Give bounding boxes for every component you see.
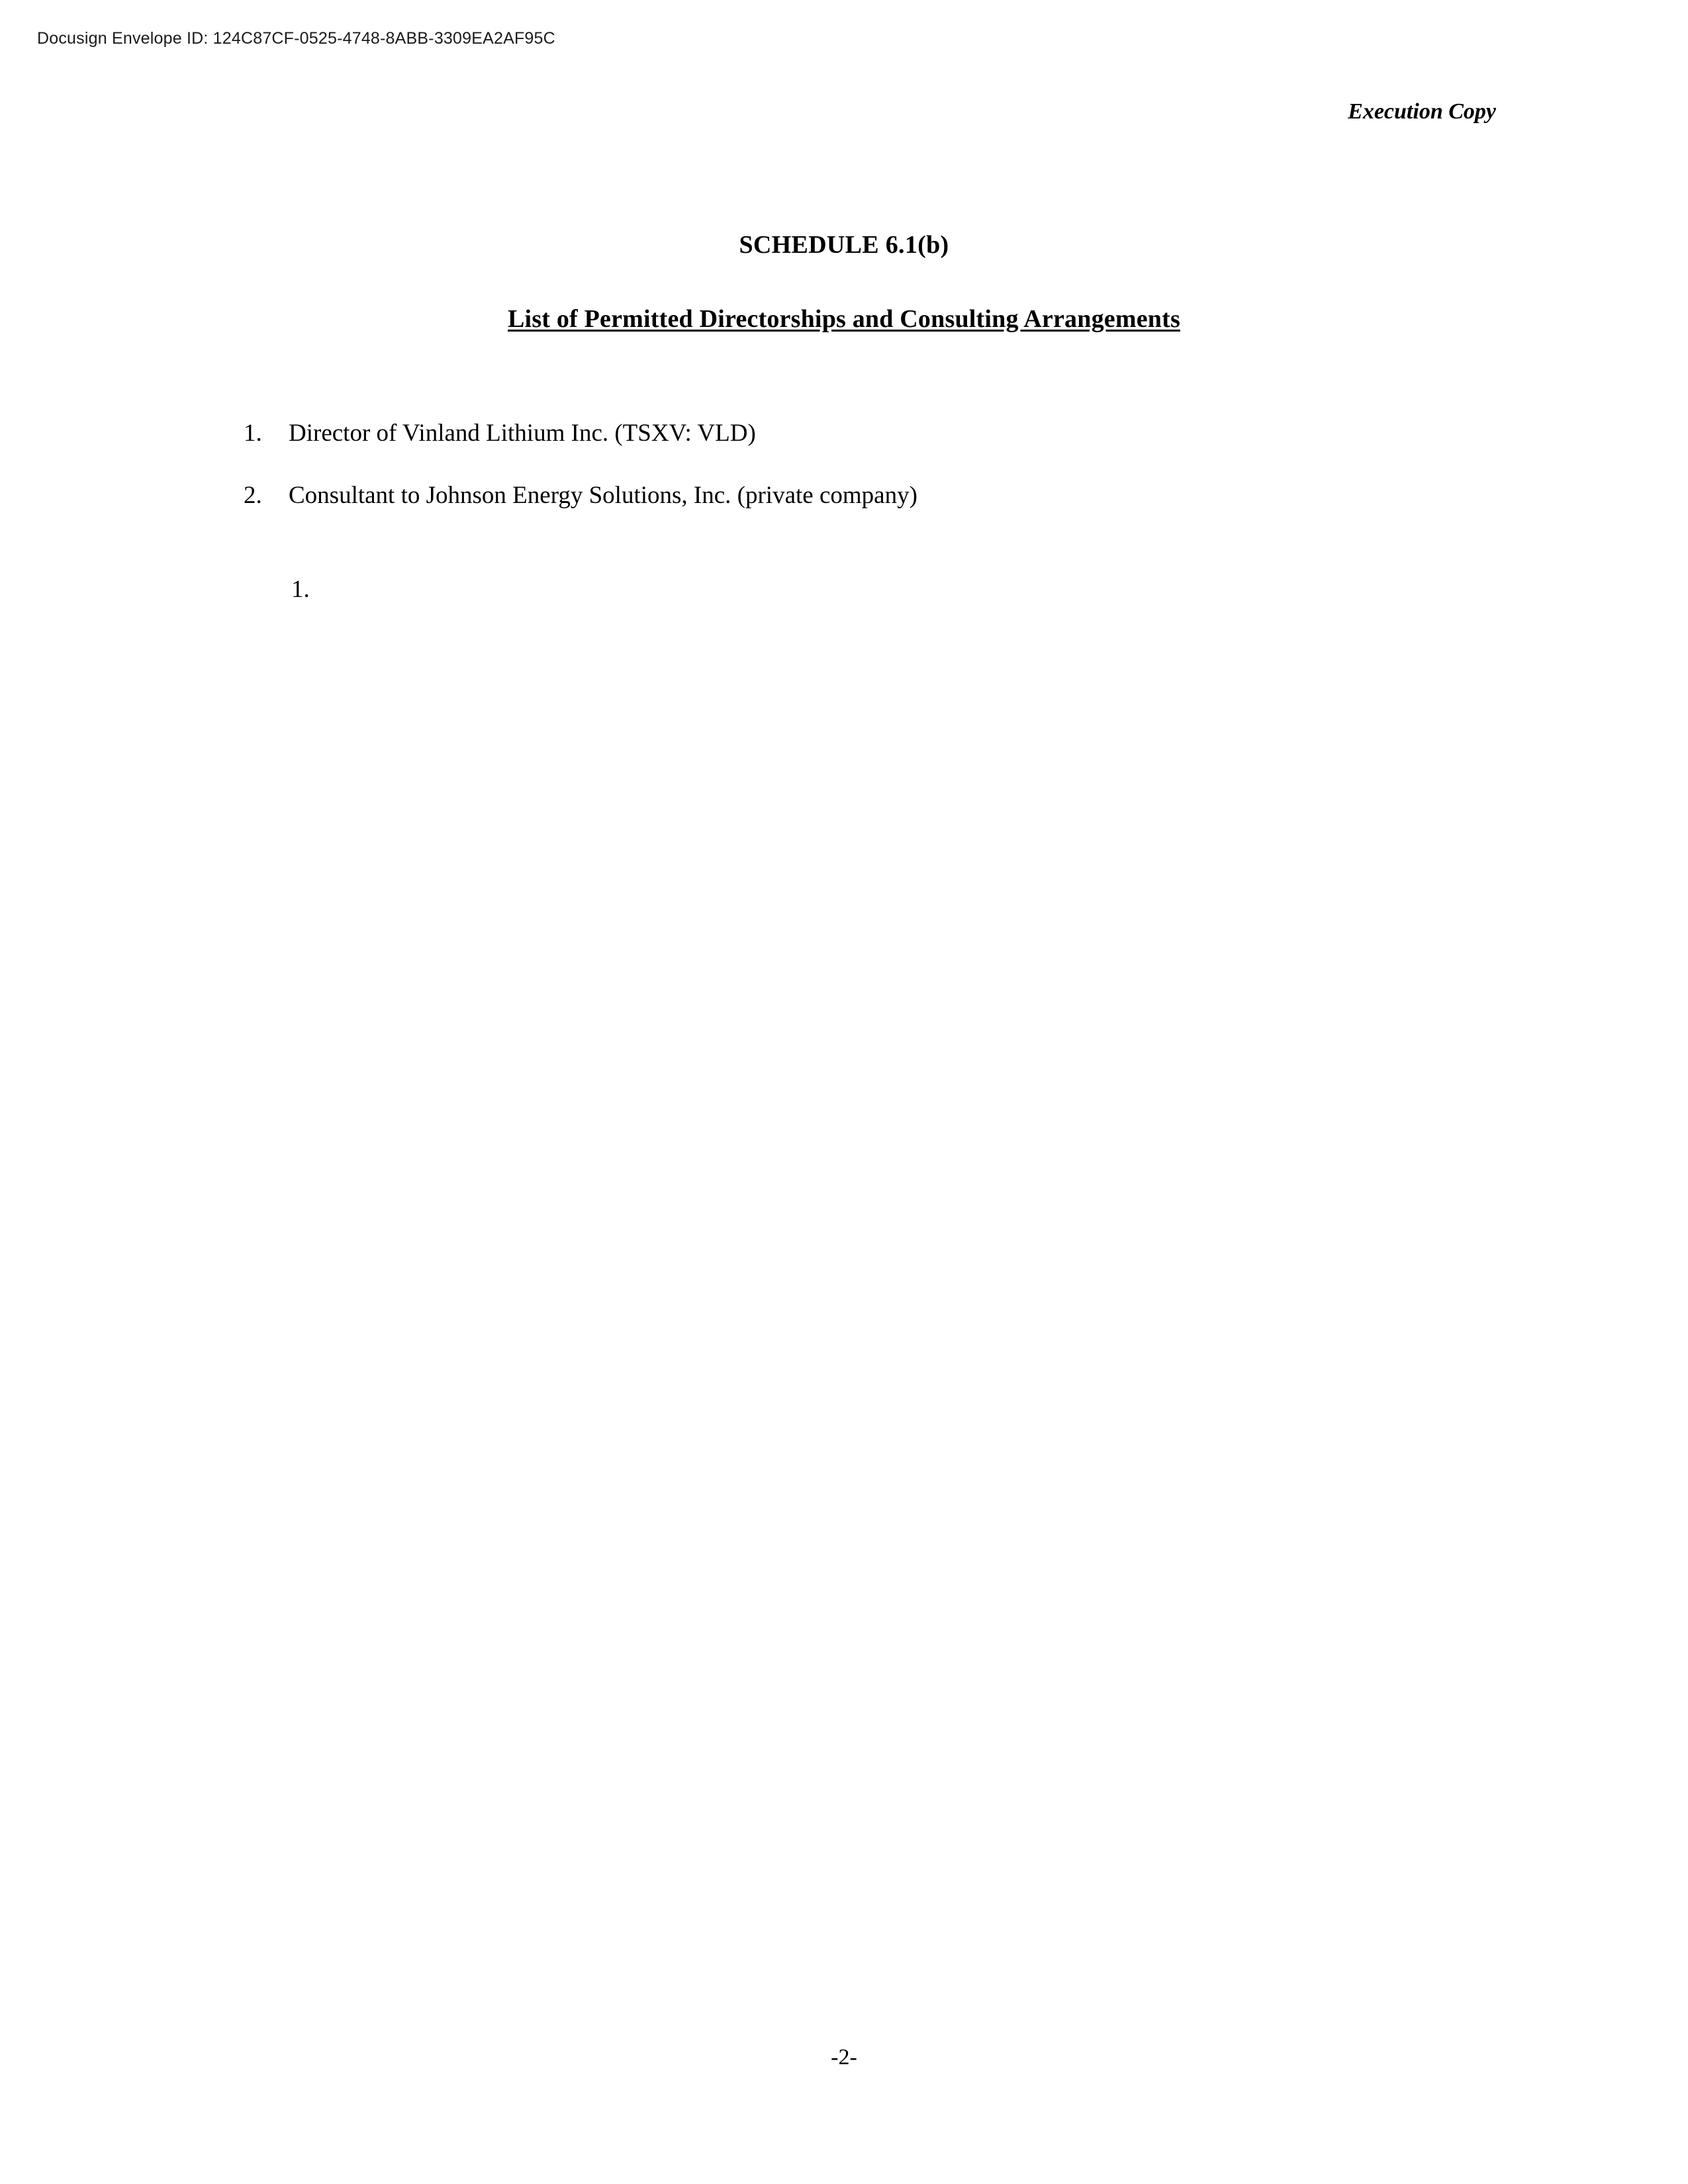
schedule-subtitle-text: List of Permitted Directorships and Consulting Arrangements [508,305,1180,333]
list-item-number: 1. [291,576,310,603]
list-item [291,574,1417,605]
list-item [244,480,1435,511]
page-number: -2- [831,2045,857,2070]
list-item-number: 2. [244,482,262,510]
permitted-arrangements-sublist [291,574,1417,605]
list-item-number: 1. [244,420,262,447]
docusign-envelope-id: Docusign Envelope ID: 124C87CF-0525-4748-8ABB-3309EA2AF95C [37,29,555,48]
list-item-text: Director of Vinland Lithium Inc. (TSXV: VLD) [289,420,756,447]
list-item [244,418,1435,449]
execution-copy-label: Execution Copy [1348,99,1496,124]
schedule-subtitle [0,304,1688,334]
schedule-title: SCHEDULE 6.1(b) [739,231,949,259]
list-item-text: Consultant to Johnson Energy Solutions, Inc. (private company) [289,482,917,510]
permitted-arrangements-list [244,418,1435,543]
